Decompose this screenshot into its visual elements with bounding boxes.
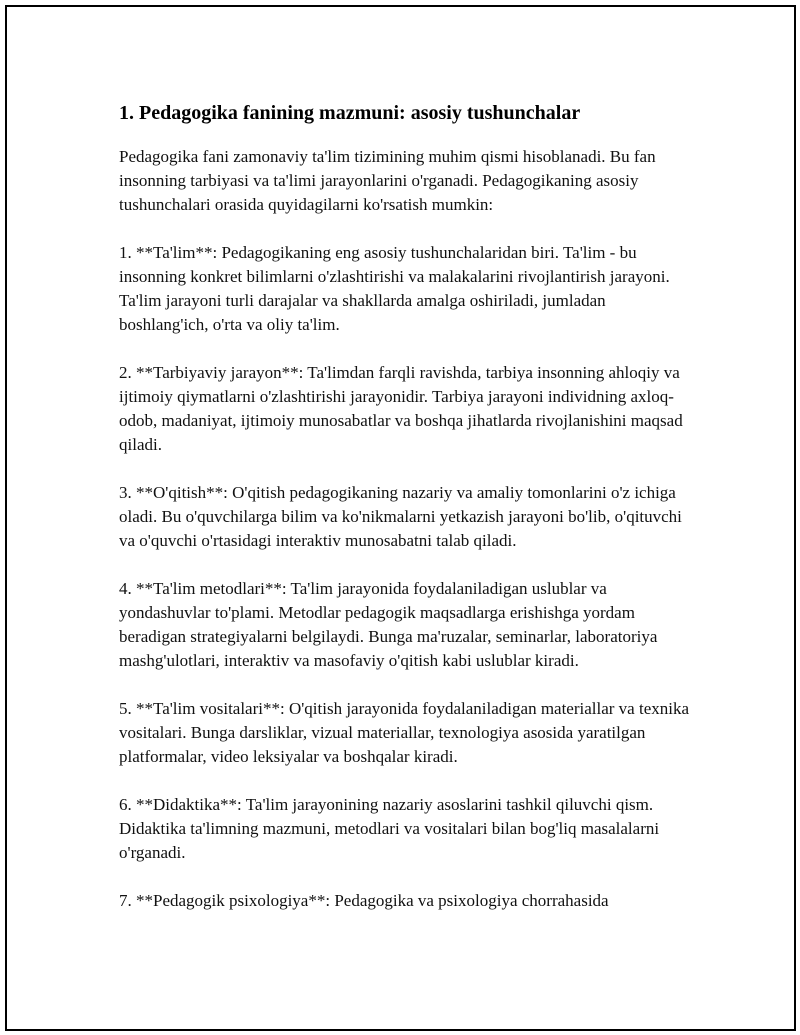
intro-paragraph: Pedagogika fani zamonaviy ta'lim tizimining muhim qismi hisoblanadi. Bu fan insonning tarbiyasi va ta'limi jarayonlarini o'rganadi. Pedagogikaning asosiy tushunchalari orasida quyidagilarni ko'rsatish mumkin: (119, 147, 656, 214)
document-title: 1. Pedagogika fanining mazmuni: asosiy tushunchalar (119, 102, 581, 124)
document-body (119, 99, 689, 937)
paragraph-talim-metodlari: 4. **Ta'lim metodlari**: Ta'lim jarayonida foydalaniladigan uslublar va yondashuvlar to'plami. Metodlar pedagogik maqsadlarga erishishga yordam beradigan strategiyalarni belgilaydi. Bunga ma'ruzalar, seminarlar, laboratoriya mashg'ulotlari, interaktiv va masofaviy o'qitish kabi uslublar kiradi. (119, 579, 658, 670)
paragraph-didaktika: 6. **Didaktika**: Ta'lim jarayonining nazariy asoslarini tashkil qiluvchi qism. Didaktika ta'limning mazmuni, metodlari va vositalari bilan bog'liq masalalarni o'rganadi. (119, 795, 660, 862)
paragraph-pedagogik-psixologiya: 7. **Pedagogik psixologiya**: Pedagogika va psixologiya chorrahasida (119, 891, 609, 910)
paragraph-talim-vositalari: 5. **Ta'lim vositalari**: O'qitish jarayonida foydalaniladigan materiallar va texnika vositalari. Bunga darsliklar, vizual materiallar, texnologiya asosida yaratilgan platformalar, video leksiyalar va boshqalar kiradi. (119, 699, 690, 766)
paragraph-oqitish: 3. **O'qitish**: O'qitish pedagogikaning nazariy va amaliy tomonlarini o'z ichiga oladi. Bu o'quvchilarga bilim va ko'nikmalarni yetkazish jarayoni bo'lib, o'qituvchi va o'quvchi o'rtasidagi interaktiv munosabatni talab qiladi. (119, 483, 682, 550)
page-frame (5, 5, 796, 1031)
paragraph-tarbiyaviy-jarayon: 2. **Tarbiyaviy jarayon**: Ta'limdan farqli ravishda, tarbiya insonning ahloqiy va ijtimoiy qiymatlarni o'zlashtirishi jarayonidir. Tarbiya jarayoni individning axloq-odob, madaniyat, ijtimoiy munosabatlar va boshqa jihatlarda rivojlanishini maqsad qiladi. (119, 363, 683, 454)
paragraph-talim: 1. **Ta'lim**: Pedagogikaning eng asosiy tushunchalaridan biri. Ta'lim - bu insonning konkret bilimlarni o'zlashtirishi va malakalarini rivojlantirish jarayoni. Ta'lim jarayoni turli darajalar va shakllarda amalga oshiriladi, jumladan boshlang'ich, o'rta va oliy ta'lim. (119, 243, 670, 334)
